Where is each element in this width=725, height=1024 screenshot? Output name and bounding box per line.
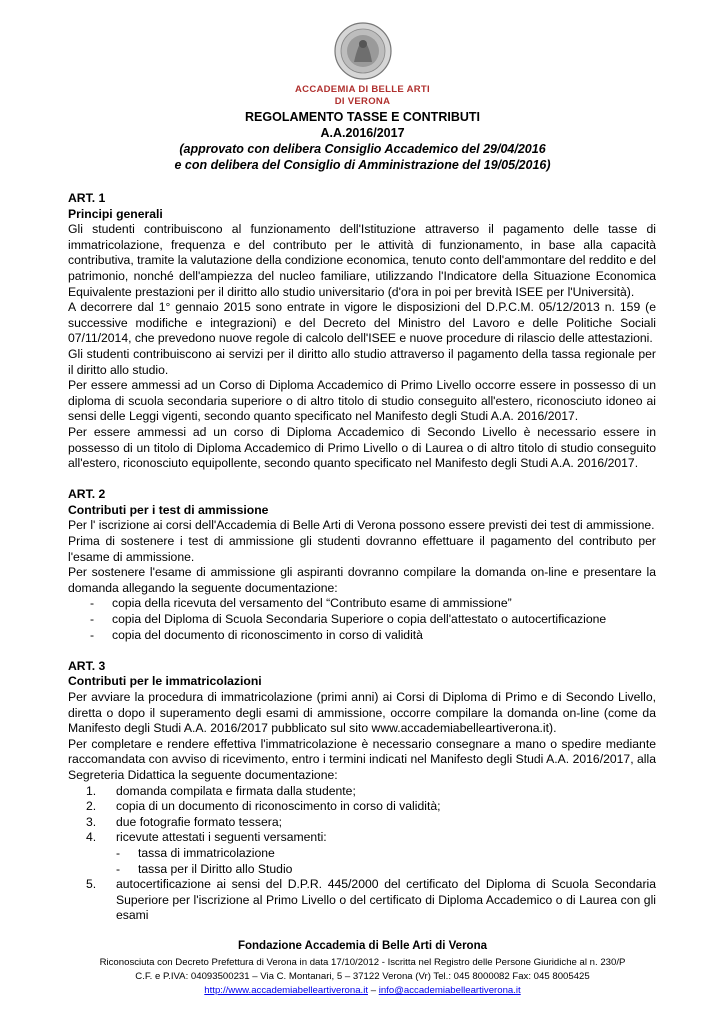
art1-heading: ART. 1 (68, 191, 106, 205)
footer-contacts: C.F. e P.IVA: 04093500231 – Via C. Montanari, 5 – 37122 Verona (Vr) Tel.: 045 8000082 Fax: 045 8005425 (135, 971, 590, 982)
approval-line2: e con delibera del Consiglio di Amministrazione del 19/05/2016) (174, 158, 551, 172)
document-body (68, 191, 656, 924)
art2-paragraph: Per sostenere l'esame di ammissione gli aspiranti dovranno compilare la domanda on-line e presentare la domanda allegando la seguente documentazione: (68, 565, 656, 595)
email-link[interactable]: info@accademiabelleartiverona.it (378, 985, 521, 996)
footer-registration: Riconosciuta con Decreto Prefettura di Verona in data 17/10/2012 - Iscritta nel Registro delle Persone Giuridiche al n. 230/P (99, 957, 626, 968)
footer-links (0, 984, 725, 998)
art3-paragraph: Per avviare la procedura di immatricolazione (primi anni) ai Corsi di Diploma di Primo e di Secondo Livello, diretta o dopo il superamento degli esami di ammissione, occorre compilare la domanda on-line (come da Manifesto degli Studi A.A. 2016/2017 pubblicato sul sito www.accademiabelleartiverona.it). (68, 690, 656, 736)
art2-list-item: - copia del Diploma di Scuola Secondaria Superiore o copia dell'attestato o autocertificazione (90, 612, 607, 627)
art3-list-item: 1. domanda compilata e firmata dalla studente; (86, 783, 356, 798)
footer-foundation-name: Fondazione Accademia di Belle Arti di Verona (237, 940, 487, 952)
website-link[interactable]: http://www.accademiabelleartiverona.it (204, 985, 369, 996)
art3-list-item: 4. ricevute attestati i seguenti versamenti: (86, 830, 327, 845)
institution-name-line1: ACCADEMIA DI BELLE ARTI (295, 84, 430, 95)
approval-line1: (approvato con delibera Consiglio Accademico del 29/04/2016 (179, 142, 546, 156)
academic-year: A.A.2016/2017 (320, 126, 405, 140)
art1-subheading: Principi generali (68, 206, 163, 221)
art1-paragraph: Gli studenti contribuiscono ai servizi per il diritto allo studio attraverso il pagamento della tassa regionale per il diritto allo studio. (68, 346, 656, 377)
academy-seal-logo (334, 22, 392, 80)
art3-sublist-item: - tassa di immatricolazione (116, 845, 275, 860)
art3-list-item: 3. due fotografie formato tessera; (86, 814, 282, 829)
art2-paragraph: Prima di sostenere i test di ammissione gli studenti dovranno effettuare il pagamento del contributo per l'esame di ammissione. (68, 534, 656, 564)
art2-list-item: - copia del documento di riconoscimento in corso di validità (90, 627, 423, 642)
art3-sublist-item: - tassa per il Diritto allo Studio (116, 861, 293, 876)
footer-separator: – (370, 985, 377, 996)
art1-paragraph: Per essere ammessi ad un corso di Diploma Accademico di Secondo Livello è necessario essere in possesso di un titolo di Diploma Accademico di Primo Livello o di Laurea o di altro titolo di studio conseguito all'estero, riconosciuto equipollente, secondo quanto specificato nel Manifesto degli Studi A.A. 2016/2017. (68, 424, 656, 471)
art3-paragraph: Per completare e rendere effettiva l'immatricolazione è necessario consegnare a mano o spedire mediante raccomandata con avviso di ricevimento, entro i termini indicati nel Manifesto degli Studi A.A. 2016/2017, alla Segreteria Didattica la seguente documentazione: (68, 736, 656, 782)
art1-paragraph: Gli studenti contribuiscono al funzionamento dell'Istituzione attraverso il pagamento delle tasse di immatricolazione, frequenza e del contributo per le attività di funzionamento, in base alla capacità contributiva, tramite la valutazione della condizione economica, tenuto conto dell'ammontare del reddito e del patrimonio, nonché dell'ampiezza del nucleo familiare, utilizzando l'Indicatore della Situazione Economica Equivalente prestazioni per il diritto allo studio universitario (d'ora in poi per brevità ISEE per l'Università). (68, 222, 656, 299)
art3-list-item: 2. copia di un documento di riconoscimento in corso di validità; (86, 799, 441, 814)
art3-heading: ART. 3 (68, 658, 106, 673)
art2-list-item: - copia della ricevuta del versamento del “Contributo esame di ammissione” (90, 596, 512, 611)
art2-paragraph: Per l' iscrizione ai corsi dell'Accademia di Belle Arti di Verona possono essere previsti dei test di ammissione. (68, 518, 655, 533)
art2-subheading: Contributi per i test di ammissione (68, 502, 269, 517)
document-title: REGOLAMENTO TASSE E CONTRIBUTI (245, 110, 480, 124)
art3-subheading: Contributi per le immatricolazioni (68, 674, 262, 689)
art1-paragraph: A decorrere dal 1° gennaio 2015 sono entrate in vigore le disposizioni del D.P.C.M. 05/12/2013 n. 159 (e successive modifiche e integrazioni) e del Decreto del Ministro del Lavoro e delle Politiche Sociali 07/11/2014, che prevedono nuove regole di calcolo dell'ISEE e nuove procedure di rilascio delle attestazioni. (68, 300, 656, 346)
art1-paragraph: Per essere ammessi ad un Corso di Diploma Accademico di Primo Livello occorre essere in possesso di un diploma di scuola secondaria superiore o di altro titolo di studio conseguito all'estero, riconosciuto idoneo ai sensi delle Leggi vigenti, secondo quanto specificato nel Manifesto degli Studi A.A. 2016/2017. (68, 378, 656, 424)
institution-name-line2: DI VERONA (334, 96, 391, 107)
art3-list-item: 5. autocertificazione ai sensi del D.P.R. 445/2000 del certificato del Diploma di Scuola Secondaria Superiore per l'iscrizione al Primo Livello o del certificato di Diploma Accademico o di Laurea con gli esami (86, 877, 656, 923)
art2-heading: ART. 2 (68, 487, 106, 502)
